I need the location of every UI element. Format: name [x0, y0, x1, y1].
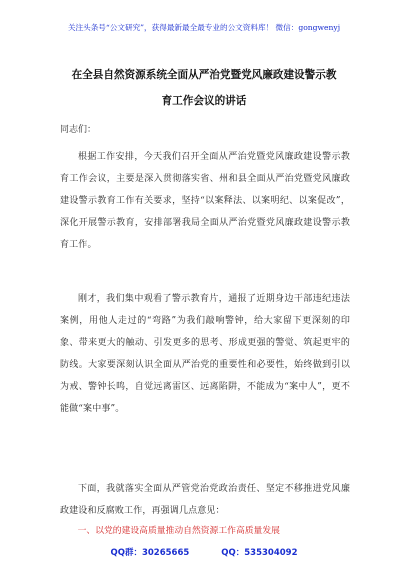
paragraph-3: 下面，我就落实全面从严管党治党政治责任、坚定不移推进党风廉政建设和反腐败工作，再强调几点意见： [60, 484, 350, 517]
header-promo-text: 关注头条号“公文研究”，获得最新最全最专业的公文资料库！ 微信：gongwenyj [67, 23, 341, 32]
footer-contact [0, 547, 408, 559]
greeting: 同志们： [60, 125, 97, 135]
section-heading-1: 一、以党的建设高质量推动自然资源工作高质量发展 [77, 526, 280, 536]
header-promo-note [0, 23, 408, 33]
document-title-line-2: 育工作会议的讲话 [161, 95, 247, 107]
paragraph-1: 根据工作安排，今天我们召开全面从严治党暨党风廉政建设警示教育工作会议，主要是深入贯彻落实省、州和县全面从严治党暨党风廉政建设警示教育工作有关要求，坚持“以案释法、以案明纪、以案促改”，深化开展警示教育，安排部署我局全面从严治党暨党风廉政建设警示教育工作。 [60, 152, 350, 251]
footer-qq-number: QQ：535304092 [221, 548, 298, 558]
paragraph-2: 刚才，我们集中观看了警示教育片，通报了近期身边干部违纪违法案例，用他人走过的“弯路”为我们敲响警钟，给大家留下更深刻的印象、带来更大的触动、引发更多的思考、形成更强的警觉、筑起更牢的防线。大家要深刻认识全面从严治党的重要性和必要性，始终做到引以为戒、警钟长鸣，自觉远离雷区、远离陷阱，不能成为“案中人”，更不能做“案中事”。 [60, 294, 350, 415]
footer-qq-group: QQ群：30265665 [110, 548, 190, 558]
document-title-line-1: 在全县自然资源系统全面从严治党暨党风廉政建设警示教 [71, 69, 337, 81]
